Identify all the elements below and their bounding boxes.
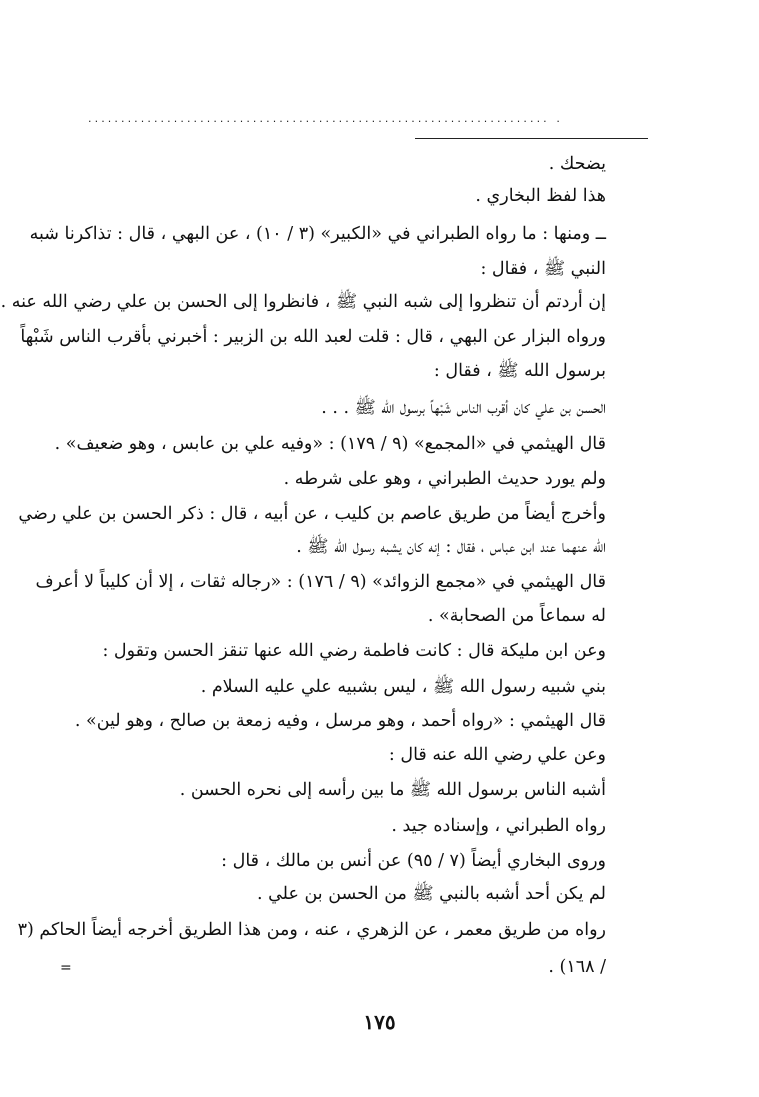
text-line: ورواه البزار عن البهي ، قال : قلت لعبد الله بن الزبير : أخبرني بأقرب الناس شَبْهاً — [20, 327, 606, 347]
margin-mark: = — [60, 960, 72, 976]
text-line: له سماعاً من الصحابة» . — [427, 606, 606, 626]
text-line: وعن علي رضي الله عنه قال : — [388, 745, 606, 765]
text-line: رواه الطبراني ، وإسناده جيد . — [391, 816, 606, 836]
header-rule — [415, 138, 648, 139]
text-line: هذا لفظ البخاري . — [475, 186, 606, 206]
text-line: لم يكن أحد أشبه بالنبي ﷺ من الحسن بن علي . — [256, 884, 606, 904]
text-line: قال الهيثمي : «رواه أحمد ، وهو مرسل ، وفيه زمعة بن صالح ، وهو لين» . — [74, 711, 606, 731]
text-line: برسول الله ﷺ ، فقال : — [433, 361, 606, 381]
text-line: الله عنهما عند ابن عباس ، فقال : إنه كان يشبه رسول الله ﷺ . — [296, 537, 606, 557]
text-line: وروى البخاري أيضاً (٧ / ٩٥) عن أنس بن مالك ، قال : — [221, 851, 606, 871]
text-line: قال الهيثمي في «المجمع» (٩ / ١٧٩) : «وفيه علي بن عابس ، وهو ضعيف» . — [54, 434, 606, 454]
text-line: وعن ابن مليكة قال : كانت فاطمة رضي الله عنها تنقز الحسن وتقول : — [102, 641, 606, 661]
text-line: الحسن بن علي كان أقرب الناس شَبْهاً برسول الله ﷺ . . . — [321, 398, 606, 418]
text-line: ولم يورد حديث الطبراني ، وهو على شرطه . — [283, 469, 606, 489]
text-line: رواه من طريق معمر ، عن الزهري ، عنه ، ومن هذا الطريق أخرجه أيضاً الحاكم (٣ — [17, 920, 606, 940]
text-line: يضحك . — [548, 154, 606, 174]
header-dotted-line: ...................................................................... . — [88, 112, 563, 125]
text-line: إن أردتم أن تنظروا إلى شبه النبي ﷺ ، فانظروا إلى الحسن بن علي رضي الله عنه . — [0, 292, 606, 312]
page-number: ١٧٥ — [363, 1010, 396, 1034]
text-line: النبي ﷺ ، فقال : — [480, 259, 606, 279]
text-line: بني شبيه رسول الله ﷺ ، ليس بشبيه علي عليه السلام . — [200, 677, 606, 697]
text-line: قال الهيثمي في «مجمع الزوائد» (٩ / ١٧٦) : «رجاله ثقات ، إلا أن كليباً لا أعرف — [35, 572, 606, 592]
text-line: وأخرج أيضاً من طريق عاصم بن كليب ، عن أبيه ، قال : ذكر الحسن بن علي رضي — [18, 504, 606, 524]
text-line: / ١٦٨) . — [548, 957, 606, 977]
text-line: أشبه الناس برسول الله ﷺ ما بين رأسه إلى نحره الحسن . — [179, 780, 606, 800]
text-line: ــ ومنها : ما رواه الطبراني في «الكبير» (٣ / ١٠) ، عن البهي ، قال : تذاكرنا شبه — [29, 224, 606, 244]
